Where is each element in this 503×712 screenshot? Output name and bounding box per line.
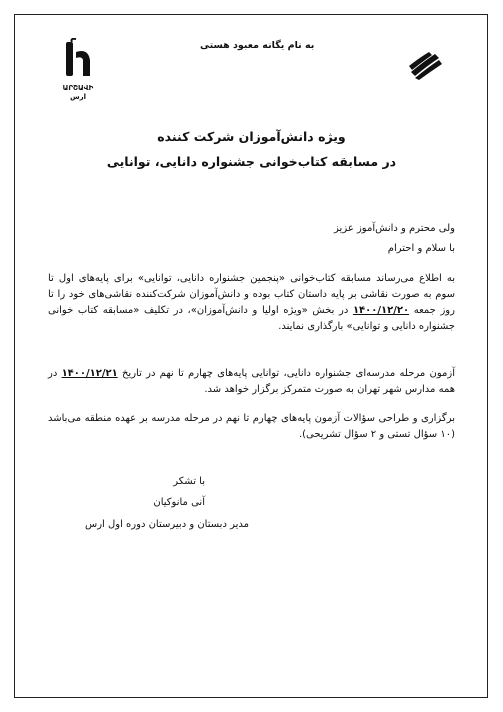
paragraph-2-date: ۱۴۰۰/۱۲/۲۱ xyxy=(61,368,118,379)
paragraph-1-part2: در بخش «ویژه اولیا و دانش‌آموزان»، در تکلیف «مسابقه کتاب خوانی جشنواره دانایی و توانایی» بارگذاری نمایند. xyxy=(48,305,455,332)
greeting-line-1: ولی محترم و دانش‌آموز عزیز xyxy=(334,223,455,234)
basmala-header: به نام یگانه معبود هستی xyxy=(200,40,315,51)
paragraph-1 xyxy=(48,271,455,357)
school-logo-icon xyxy=(60,38,96,86)
signature-role: مدیر دبستان و دبیرستان دوره اول ارس xyxy=(85,519,249,530)
paragraph-2-part1: آزمون مرحله مدرسه‌ای جشنواره دانایی، توانایی پایه‌های چهارم تا نهم در تاریخ xyxy=(121,368,456,379)
paragraph-3: برگزاری و طراحی سؤالات آزمون پایه‌های چهارم تا نهم در مرحله مدرسه بر عهده منطقه می‌باشد (۱۰ سؤال تستی و ۲ سؤال تشریحی). xyxy=(48,413,455,440)
ministry-logo-icon xyxy=(409,50,443,80)
paragraph-2-part2: در همه مدارس شهر تهران به صورت متمرکز برگزار خواهد شد. xyxy=(48,368,455,395)
title-line-2: در مسابقه کتاب‌خوانی جشنواره دانایی، توانایی xyxy=(106,154,397,169)
paragraph-1-part1: به اطلاع می‌رساند مسابقه کتاب‌خوانی «پنجمین جشنواره دانایی، توانایی» برای پایه‌های اول تا سوم به صورت نقاشی بر پایه داستان کتاب بوده و دانش‌آموزان شرکت‌کننده نقاشی‌های خود را تا روز جمعه xyxy=(48,273,455,316)
title-line-1: ویژه دانش‌آموزان شرکت کننده xyxy=(157,129,346,144)
paragraph-1-date: ۱۴۰۰/۱۲/۲۰ xyxy=(352,305,410,316)
paragraph-2 xyxy=(48,366,455,398)
signature-name: آنی مانوکیان xyxy=(153,497,205,508)
greeting-line-2: با سلام و احترام xyxy=(387,243,455,254)
school-logo-text xyxy=(58,84,98,102)
signature-thanks: با تشکر xyxy=(173,476,205,487)
school-logo-line1: ԱՐՇԱՎԻ xyxy=(62,84,94,92)
school-logo-line2: ارس xyxy=(69,93,87,101)
